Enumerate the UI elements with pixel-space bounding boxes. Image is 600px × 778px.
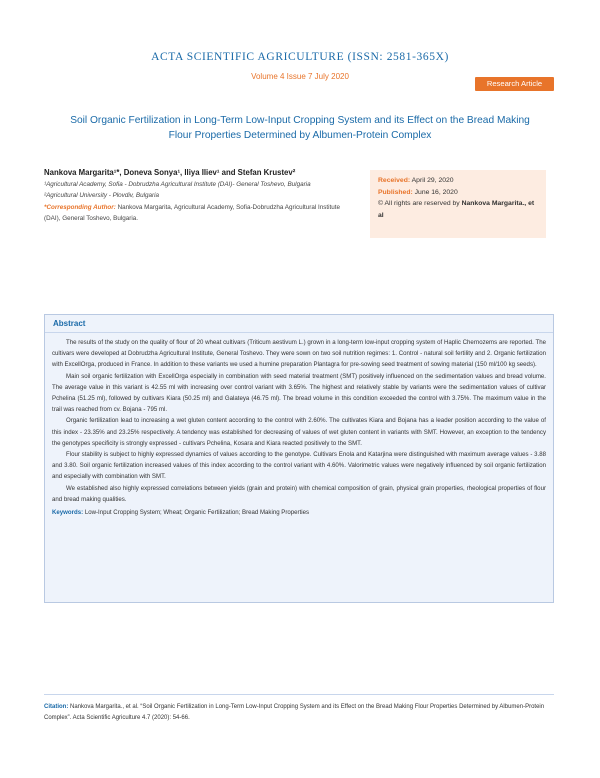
abstract-paragraph-5: We established also highly expressed correlations between yields (grain and protein) with chemical composition of grain, physical grain properties, rheological properties of flour and bread making qualities.	[52, 484, 546, 503]
article-dates-box	[370, 170, 546, 238]
article-type-badge: Research Article	[475, 77, 554, 91]
published-date	[378, 187, 538, 199]
corresponding-author-label: *Corresponding Author:	[44, 204, 116, 211]
abstract-paragraph-2: Main soil organic fertilization with ExcellOrga especially in combination with seed material treatment (SMT) positively influenced on the sedimentation values and bread volume. The average value in this variant is 42.55 ml with increasing over control variant with 3.65%. The highest and relatively stable by variants were the sedimentation values of cultivar Pchelina (51.25 ml), followed by cultivars Kiara (50.25 ml) and Galateya (46.75 ml). The bread volume in this condition exceeded the control with 3.75%. The maximum value in the trail was reached from cv. Bojana - 795 ml.	[52, 372, 546, 414]
received-date	[378, 175, 538, 187]
keywords	[52, 507, 546, 518]
received-label: Received:	[378, 177, 411, 184]
citation	[44, 694, 554, 724]
received-value: April 29, 2020	[410, 177, 454, 184]
article-title: Soil Organic Fertilization in Long-Term Low-Input Cropping System and its Effect on the Bread Making Flour Properties Determined by Albumen-Protein Complex	[70, 115, 530, 141]
abstract-box	[44, 314, 554, 603]
journal-title: ACTA SCIENTIFIC AGRICULTURE (ISSN: 2581-365X)	[151, 51, 449, 63]
volume-issue: Volume 4 Issue 7 July 2020	[251, 72, 349, 81]
abstract-paragraph-3: Organic fertilization lead to increasing a wet gluten content according to the control with 2.60%. The cultivates Kiara and Bojana has a leader position according to the value of this index - 23.35% and 23.25% respectively. A tendency was established for decreasing of values of wet gluten content in variants with SMT. However, an exception to the tendency the genotypes specificity is strongly expressed - cultivars Pchelina, Kosara and Kiara reacted positively to the SMT.	[52, 417, 546, 447]
affiliation-1: ¹Agricultural Academy, Sofia - Dobrudzha Agricultural Institute (DAI)- General Toshevo, Bulgaria	[44, 181, 311, 188]
rights-statement	[378, 198, 538, 221]
abstract-paragraph-1: The results of the study on the quality of flour of 20 wheat cultivars (Triticum aestivum L.) grown in a long-term low-input cropping system of Haplic Chernozems are reported. The cultivars were developed at Dobrudzha Agricultural Institute, General Toshevo. They were sown on two soil nutrition regimes: 1. Control - natural soil fertility and 2. Organic fertilization with ExcellOrga, produced in France. In addition to these variants we used a humine preparation Plantagra for pre-sowing seed treatment of sowing material (150 ml/100 kg seeds).	[52, 339, 546, 369]
keywords-text: Low-Input Cropping System; Wheat; Organic Fertilization; Bread Making Properties	[83, 509, 310, 517]
corresponding-author	[44, 203, 344, 224]
citation-text: Nankova Margarita., et al. “Soil Organic Fertilization in Long-Term Low-Input Cropping System and its Effect on the Bread Making Flour Properties Determined by Albumen-Protein Complex”. Acta Scientific Agriculture 4.7 (2020): 54-66.	[44, 704, 545, 721]
affiliation-2: ²Agricultural University - Plovdiv, Bulgaria	[44, 191, 160, 199]
authors-block	[44, 168, 344, 224]
keywords-label: Keywords:	[52, 509, 84, 517]
rights-author: Nankova Margarita., et al	[378, 200, 535, 219]
abstract-paragraph-4: Flour stability is subject to highly expressed dynamics of values according to the genotype. Cultivars Enola and Katarjina were distinguished with maximum average values - 3.88 and 3.80. Soil organic fertilization increased values of this index according to the control variant with 4.60%. Valorimetric values were negatively influenced by soil organic fertilization and especially with combination with SMT.	[52, 451, 546, 481]
corresponding-author-text: Nankova Margarita, Agricultural Academy, Sofia-Dobrudzha Agricultural Institute (DAI), General Toshevo, Bulgaria.	[44, 204, 341, 222]
published-label: Published:	[378, 188, 413, 196]
published-value: June 16, 2020	[412, 188, 458, 196]
abstract-body	[45, 333, 553, 518]
author-list: Nankova Margarita¹*, Doneva Sonya¹, Iliya Iliev¹ and Stefan Krustev²	[44, 168, 296, 177]
abstract-heading: Abstract	[45, 315, 553, 333]
rights-text: © All rights are reserved by	[378, 200, 462, 207]
citation-label: Citation:	[44, 704, 69, 710]
